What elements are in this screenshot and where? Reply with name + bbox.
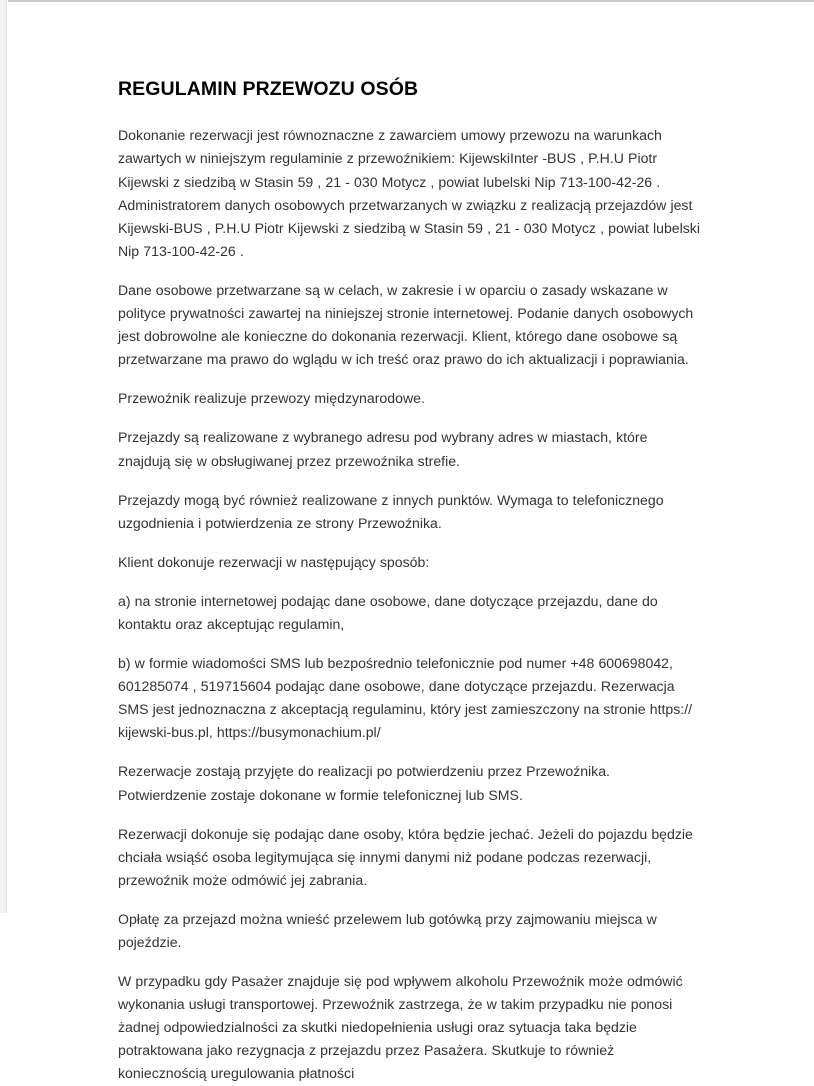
document-viewer-gutter (0, 0, 7, 913)
paragraph-data-processing: Dane osobowe przetwarzane są w celach, w zakresie i w oparciu o zasady wskazane w polityce prywatności zawartej na niniejszej stronie internetowej. Podanie danych osobowych jest dobrowolne ale konieczne do dokonania rezerwacji. Klient, którego dane osobowe są przetwarzane ma prawo do wglądu w ich treść oraz prawo do ich aktualizacji i poprawiania. (118, 281, 694, 368)
page-title: REGULAMIN PRZEWOZU OSÓB (118, 78, 419, 100)
paragraph-reservation-agreement: Dokonanie rezerwacji jest równoznaczne z zawarciem umowy przewozu na warunkach zawartych w niniejszym regulaminie z przewoźnikiem: KijewskiInter -BUS , P.H.U Piotr Kijewski z siedzibą w Stasin 59 , 21 - 030 Motycz , powiat lubelski Nip 713-100-42-26 . Administratorem danych osobowych przetwarzanych w związku z realizacją przejazdów jest Kijewski-BUS , P.H.U Piotr Kijewski z siedzibą w Stasin 59 , 21 - 030 Motycz , powiat lubelski Nip 713-100-42-26 . (118, 127, 700, 259)
paragraph-payment-methods: Opłatę za przejazd można wnieść przelewem lub gotówką przy zajmowaniu miejsca w pojeździe. (118, 910, 657, 951)
paragraph-other-pickup-points: Przejazdy mogą być również realizowane z innych punktów. Wymaga to telefonicznego uzgodnienia i potwierdzenia ze strony Przewoźnika. (118, 491, 664, 531)
paragraph-alcohol-clause: W przypadku gdy Pasażer znajduje się pod wpływem alkoholu Przewoźnik może odmówić wykonania usługi transportowej. Przewoźnik zastrzega, że w takim przypadku nie ponosi żadnej odpowiedzialności za skutki niedopełnienia usługi oraz sytuacja taka będzie potraktowana jako rezygnacja z przejazdu przez Pasażera. Skutkuje to również koniecznością uregulowania płatności (118, 973, 683, 1082)
document-content (118, 2, 700, 1086)
document-page (8, 2, 814, 1082)
paragraph-method-a-website: a) na stronie internetowej podając dane osobowe, dane dotyczące przejazdu, dane do kontaktu oraz akceptując regulamin, (118, 592, 658, 632)
paragraph-passenger-identity: Rezerwacji dokonuje się podając dane osoby, która będzie jechać. Jeżeli do pojazdu będzie chciała wsiąść osoba legitymująca się innymi danymi niż podane podczas rezerwacji, przewoźnik może odmówić jej zabrania. (118, 825, 693, 888)
paragraph-address-to-address: Przejazdy są realizowane z wybranego adresu pod wybrany adres w miastach, które znajdują się w obsługiwanej przez przewoźnika strefie. (118, 429, 648, 469)
paragraph-method-b-sms-phone: b) w formie wiadomości SMS lub bezpośrednio telefonicznie pod numer +48 600698042, 601285074 , 519715604 podając dane osobowe, dane dotyczące przejazdu. Rezerwacja SMS jest jednoznaczna z akceptacją regulaminu, który jest zamieszczony na stronie https:// kijewski-bus.pl, https://busymonachium.pl/ (118, 655, 693, 741)
paragraph-reservation-methods-intro: Klient dokonuje rezerwacji w następujący sposób: (118, 553, 430, 570)
paragraph-international-transport: Przewoźnik realizuje przewozy międzynarodowe. (118, 390, 425, 407)
paragraph-reservation-confirmation: Rezerwacje zostają przyjęte do realizacji po potwierdzeniu przez Przewoźnika. Potwierdzenie zostaje dokonane w formie telefonicznej lub SMS. (118, 763, 610, 803)
